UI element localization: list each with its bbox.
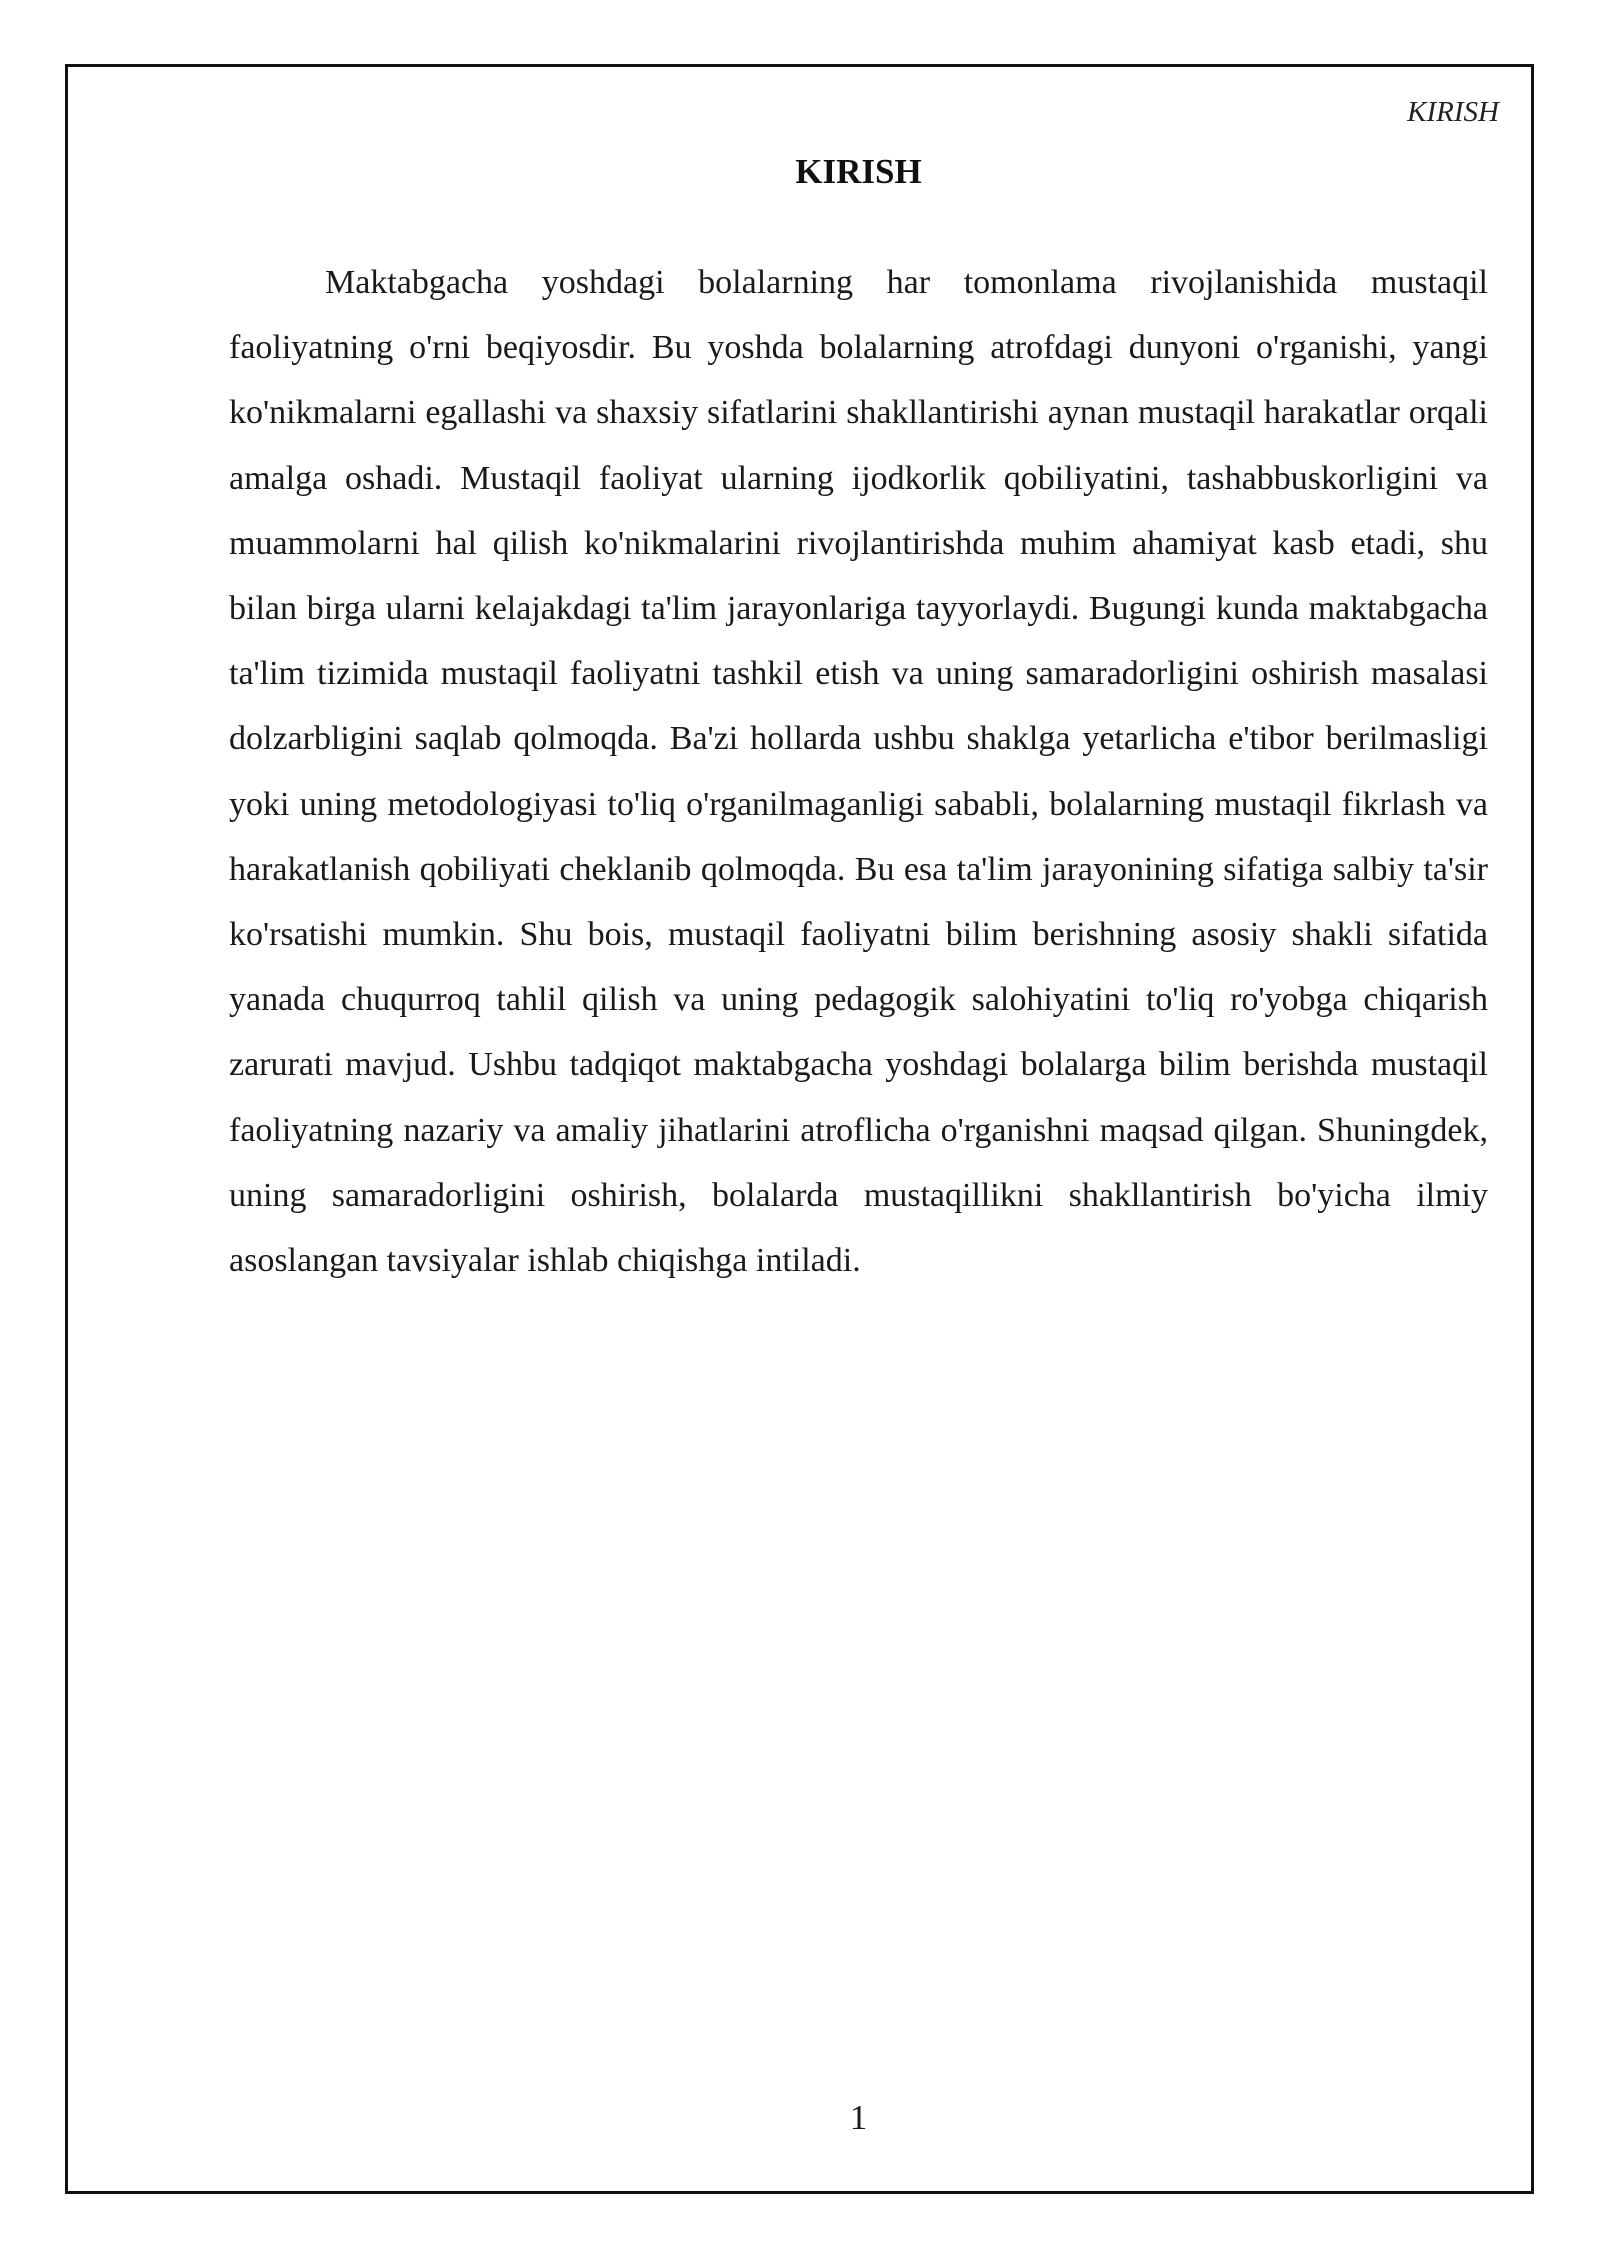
page-title: KIRISH [795, 152, 922, 191]
page-number: 1 [849, 2098, 868, 2137]
body-paragraph: Maktabgacha yoshdagi bolalarning har tomonlama rivojlanishida mustaqil faoliyatning o'rni beqiyosdir. Bu yoshda bolalarning atrofdagi dunyoni o'rganishi, yangi ko'nikmalarni egallashi va shaxsiy sifatlarini shakllantirishi aynan mustaqil harakatlar orqali amalga oshadi. Mustaqil faoliyat ularning ijodkorlik qobiliyatini, tashabbuskorligini va muammolarni hal qilish ko'nikmalarini rivojlantirishda muhim ahamiyat kasb etadi, shu bilan birga ularni kelajakdagi ta'lim jarayonlariga tayyorlaydi. Bugungi kunda maktabgacha ta'lim tizimida mustaqil faoliyatni tashkil etish va uning samaradorligini oshirish masalasi dolzarbligini saqlab qolmoqda. Ba'zi hollarda ushbu shaklga yetarlicha e'tibor berilmasligi yoki uning metodologiyasi to'liq o'rganilmaganligi sababli, bolalarning mustaqil fikrlash va harakatlanish qobiliyati cheklanib qolmoqda. Bu esa ta'lim jarayonining sifatiga salbiy ta'sir ko'rsatishi mumkin. Shu bois, mustaqil faoliyatni bilim berishning asosiy shakli sifatida yanada chuqurroq tahlil qilish va uning pedagogik salohiyatini to'liq ro'yobga chiqarish zarurati mavjud. Ushbu tadqiqot maktabgacha yoshdagi bolalarga bilim berishda mustaqil faoliyatning nazariy va amaliy jihatlarini atroflicha o'rganishni maqsad qilgan. Shuningdek, uning samaradorligini oshirish, bolalarda mustaqillikni shakllantirish bo'yicha ilmiy asoslangan tavsiyalar ishlab chiqishga intiladi. [229, 264, 1488, 1280]
running-header: KIRISH [1407, 96, 1499, 128]
